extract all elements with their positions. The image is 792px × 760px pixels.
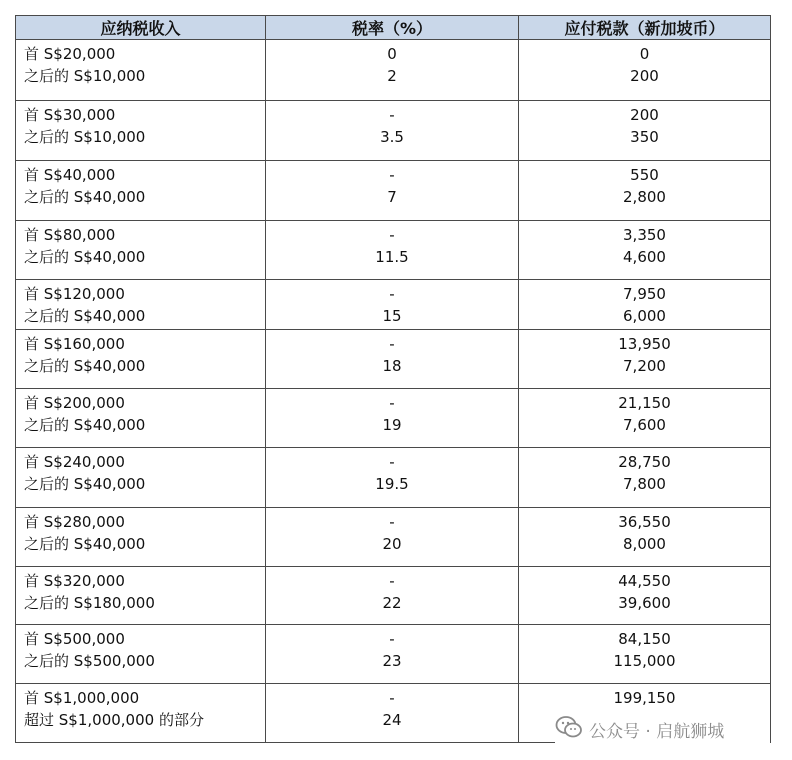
income-next-line: 之后的 S$40,000 [24, 307, 146, 325]
rate-cell [266, 330, 519, 389]
rate-cell [266, 448, 519, 508]
table-row [16, 40, 771, 101]
income-first-line: 首 S$40,000 [24, 166, 116, 184]
rate-cell [266, 280, 519, 330]
income-next-line: 之后的 S$10,000 [24, 67, 146, 85]
income-cell [16, 161, 266, 221]
tax-next-line: 6,000 [623, 307, 666, 325]
table-row [16, 567, 771, 625]
tax-cell [519, 448, 771, 508]
income-first-line: 首 S$20,000 [24, 45, 116, 63]
tax-cell [519, 40, 771, 101]
income-next-line: 之后的 S$180,000 [24, 594, 155, 612]
rate-cell [266, 101, 519, 161]
rate-cell [266, 389, 519, 448]
rate-first-line: - [389, 513, 395, 531]
income-first-line: 首 S$320,000 [24, 572, 125, 590]
tax-first-line: 0 [639, 45, 650, 63]
rate-next-line: 23 [382, 652, 402, 670]
rate-cell [266, 40, 519, 101]
rate-next-line: 22 [382, 594, 402, 612]
rate-first-line: - [389, 106, 395, 124]
income-first-line: 首 S$30,000 [24, 106, 116, 124]
income-cell [16, 330, 266, 389]
rate-cell [266, 161, 519, 221]
tax-rate-table [15, 15, 771, 743]
tax-next-line: 39,600 [618, 594, 671, 612]
tax-next-line: 2,800 [623, 188, 666, 206]
income-first-line: 首 S$200,000 [24, 394, 125, 412]
rate-cell [266, 625, 519, 684]
tax-cell [519, 625, 771, 684]
rate-first-line: - [389, 285, 395, 303]
rate-next-line: 3.5 [380, 128, 404, 146]
tax-first-line: 28,750 [618, 453, 671, 471]
table-row [16, 280, 771, 330]
income-next-line: 之后的 S$40,000 [24, 475, 146, 493]
income-next-line: 之后的 S$40,000 [24, 248, 146, 266]
watermark-text: 公众号 · 启航狮城 [589, 721, 725, 742]
rate-next-line: 2 [387, 67, 397, 85]
rate-first-line: - [389, 689, 395, 707]
income-cell [16, 448, 266, 508]
table-row [16, 161, 771, 221]
income-first-line: 首 S$240,000 [24, 453, 125, 471]
rate-next-line: 7 [387, 188, 397, 206]
tax-next-line: 7,800 [623, 475, 666, 493]
rate-first-line: - [389, 630, 395, 648]
tax-first-line: 199,150 [613, 689, 676, 707]
tax-cell [519, 567, 771, 625]
tax-first-line: 3,350 [623, 226, 666, 244]
table-row [16, 389, 771, 448]
income-cell [16, 40, 266, 101]
tax-cell [519, 280, 771, 330]
tax-first-line: 44,550 [618, 572, 671, 590]
header-taxable-income: 应纳税收入 [16, 16, 266, 40]
income-cell [16, 280, 266, 330]
income-cell [16, 625, 266, 684]
rate-next-line: 18 [382, 357, 402, 375]
income-next-line: 之后的 S$500,000 [24, 652, 155, 670]
rate-next-line: 11.5 [375, 248, 409, 266]
table-row [16, 448, 771, 508]
income-first-line: 首 S$500,000 [24, 630, 125, 648]
tax-next-line: 7,200 [623, 357, 666, 375]
tax-first-line: 550 [630, 166, 659, 184]
income-next-line: 之后的 S$40,000 [24, 535, 146, 553]
rate-first-line: - [389, 394, 395, 412]
tax-cell [519, 161, 771, 221]
income-first-line: 首 S$1,000,000 [24, 689, 140, 707]
income-next-line: 超过 S$1,000,000 的部分 [24, 711, 204, 729]
tax-next-line: 4,600 [623, 248, 666, 266]
rate-next-line: 19 [382, 416, 402, 434]
tax-first-line: 7,950 [623, 285, 666, 303]
income-cell [16, 567, 266, 625]
rate-first-line: 0 [387, 45, 397, 63]
tax-cell [519, 330, 771, 389]
watermark [555, 714, 770, 744]
tax-next-line: 200 [630, 67, 659, 85]
rate-next-line: 24 [382, 711, 402, 729]
tax-next-line: 115,000 [613, 652, 676, 670]
income-next-line: 之后的 S$40,000 [24, 416, 146, 434]
income-next-line: 之后的 S$40,000 [24, 188, 146, 206]
tax-next-line: 350 [630, 128, 659, 146]
rate-first-line: - [389, 166, 395, 184]
header-tax-rate: 税率（%） [266, 16, 519, 40]
rate-first-line: - [389, 335, 395, 353]
tax-first-line: 21,150 [618, 394, 671, 412]
rate-cell [266, 508, 519, 567]
rate-next-line: 20 [382, 535, 402, 553]
income-cell [16, 508, 266, 567]
rate-first-line: - [389, 226, 395, 244]
rate-first-line: - [389, 453, 395, 471]
header-tax-payable: 应付税款（新加坡币） [519, 16, 771, 40]
rate-cell [266, 567, 519, 625]
rate-cell [266, 221, 519, 280]
table-row [16, 221, 771, 280]
income-cell [16, 221, 266, 280]
tax-cell [519, 508, 771, 567]
rate-next-line: 15 [382, 307, 402, 325]
tax-next-line: 7,600 [623, 416, 666, 434]
tax-next-line: 8,000 [623, 535, 666, 553]
income-first-line: 首 S$80,000 [24, 226, 116, 244]
income-cell [16, 389, 266, 448]
income-next-line: 之后的 S$40,000 [24, 357, 146, 375]
tax-first-line: 84,150 [618, 630, 671, 648]
tax-first-line: 36,550 [618, 513, 671, 531]
rate-cell [266, 684, 519, 743]
income-cell [16, 684, 266, 743]
table-row [16, 101, 771, 161]
tax-cell [519, 101, 771, 161]
table-row [16, 330, 771, 389]
income-first-line: 首 S$120,000 [24, 285, 125, 303]
table-row [16, 625, 771, 684]
rate-next-line: 19.5 [375, 475, 409, 493]
header-row [16, 16, 771, 40]
table-row [16, 508, 771, 567]
tax-cell [519, 221, 771, 280]
income-cell [16, 101, 266, 161]
wechat-icon [555, 715, 583, 744]
rate-first-line: - [389, 572, 395, 590]
tax-cell [519, 389, 771, 448]
income-next-line: 之后的 S$10,000 [24, 128, 146, 146]
tax-first-line: 200 [630, 106, 659, 124]
income-first-line: 首 S$160,000 [24, 335, 125, 353]
income-first-line: 首 S$280,000 [24, 513, 125, 531]
tax-first-line: 13,950 [618, 335, 671, 353]
